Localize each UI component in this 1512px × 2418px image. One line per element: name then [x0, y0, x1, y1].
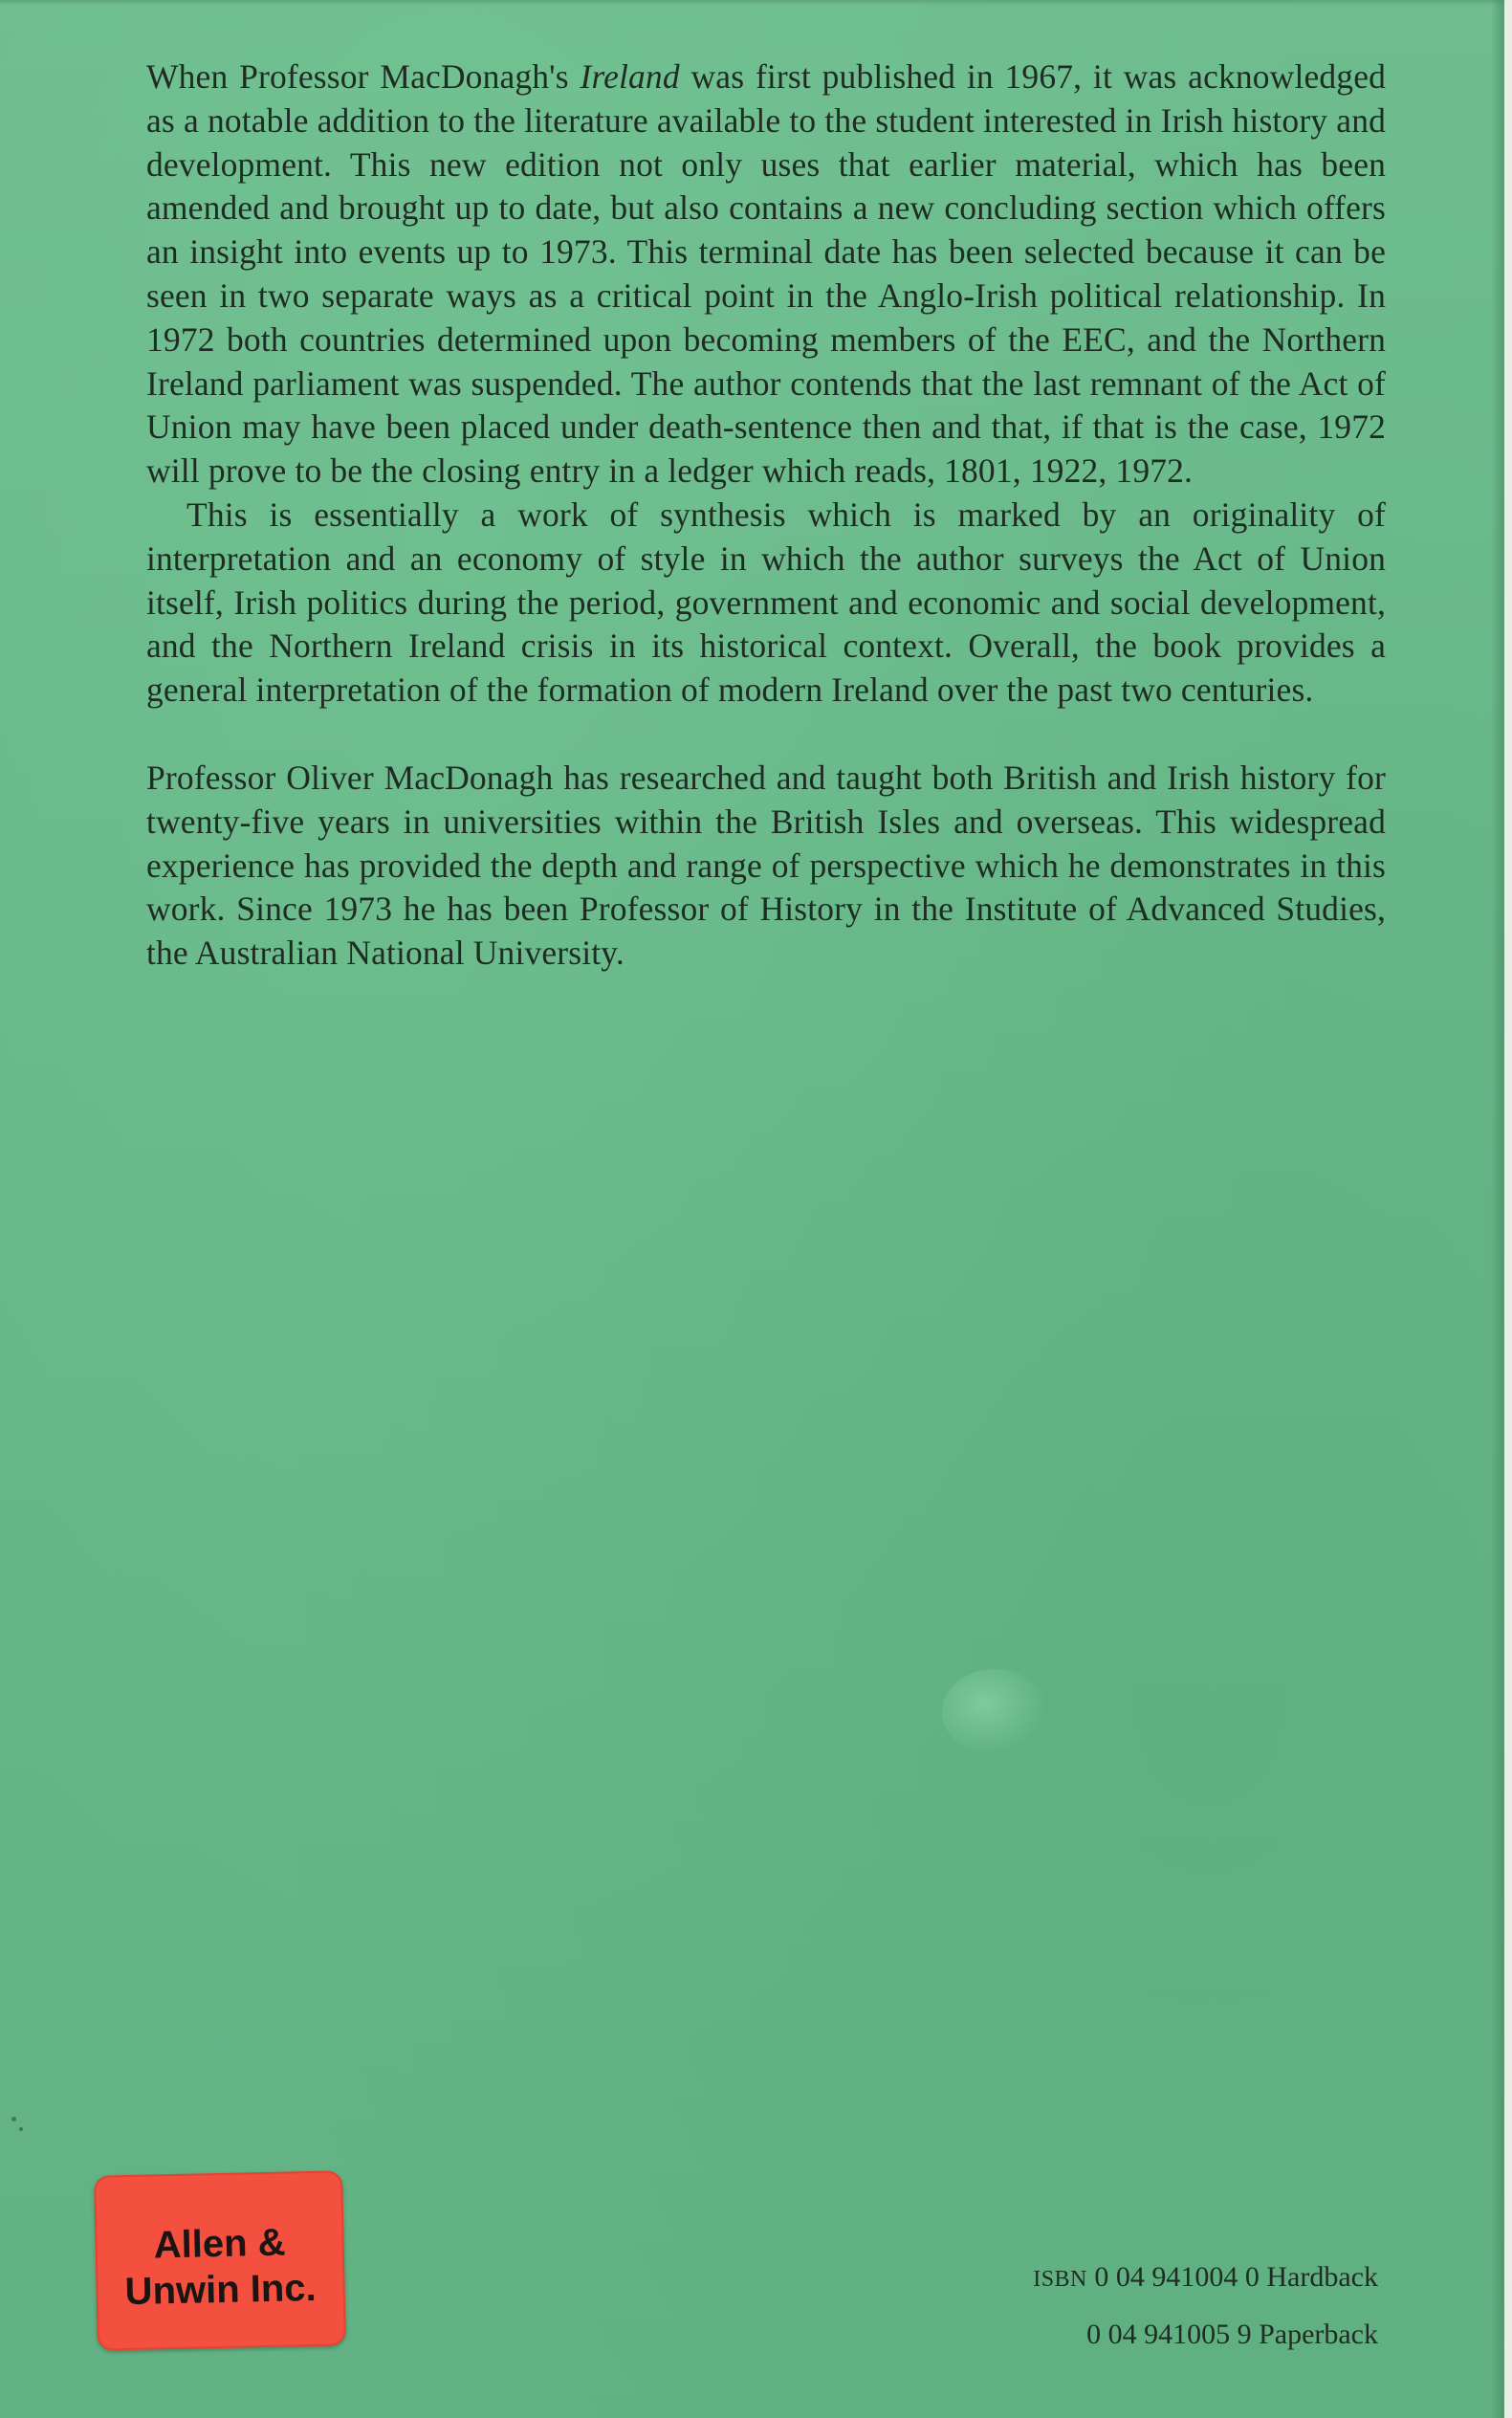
- isbn-paperback-line: [1033, 2307, 1378, 2363]
- isbn-paperback: 0 04 941005 9 Paperback: [1086, 2319, 1378, 2350]
- right-edge-paper: [1504, 0, 1512, 2418]
- isbn-block: [1033, 2250, 1378, 2363]
- blurb-paragraph-1: [146, 55, 1386, 494]
- author-bio: Professor Oliver MacDonagh has researched and taught both British and Irish history for twenty-five years in universities within the British Isles and overseas. This widespread experience has provided the depth and range of perspective which he demonstrates in this work. Since 1973 he has been Professor of History in the Institute of Advanced Studies, the Australian National University.: [146, 758, 1386, 973]
- isbn-hardback: 0 04 941004 0 Hardback: [1094, 2261, 1378, 2293]
- back-cover-text: [146, 55, 1386, 976]
- isbn-prefix: ISBN: [1033, 2267, 1087, 2292]
- blurb-paragraph-2: This is essentially a work of synthesis which is marked by an originality of interpretation and an economy of style in which the author surveys the Act of Union itself, Irish politics during the period, government and economic and social development, and the Northern Ireland crisis in its historical context. Overall, the book provides a general interpretation of the formation of modern Ireland over the past two centuries.: [146, 495, 1386, 710]
- sticker-line-2: Unwin Inc.: [124, 2266, 318, 2314]
- blurb-p1-after-title: was first published in 1967, it was acknowledged as a notable addition to the literature available to the student interested in Irish history and development. This new edition not only uses that earlier material, which has been amended and brought up to date, but also contains a new concluding section which offers an insight into events up to 1973. This terminal date has been selected because it can be seen in two separate ways as a critical point in the Anglo-Irish political relationship. In 1972 both countries determined upon becoming members of the EEC, and the Northern Ireland parliament was suspended. The author contends that the last remnant of the Act of Union may have been placed under death-sentence then and that, if that is the case, 1972 will prove to be the closing entry in a ledger which reads, 1801, 1922, 1972.: [146, 57, 1386, 491]
- book-title-italic: Ireland: [580, 57, 680, 96]
- isbn-hardback-line: [1033, 2250, 1378, 2307]
- publisher-sticker: [94, 2170, 346, 2350]
- cover-crease: [942, 1669, 1047, 1755]
- cover-speck: [19, 2127, 23, 2131]
- cover-speck: [11, 2117, 16, 2121]
- publisher-sticker-label: [95, 2218, 345, 2315]
- blurb-p1-before-title: When Professor MacDonagh's: [146, 57, 581, 96]
- top-edge-shadow: [0, 0, 1512, 6]
- sticker-line-1: Allen &: [153, 2221, 286, 2267]
